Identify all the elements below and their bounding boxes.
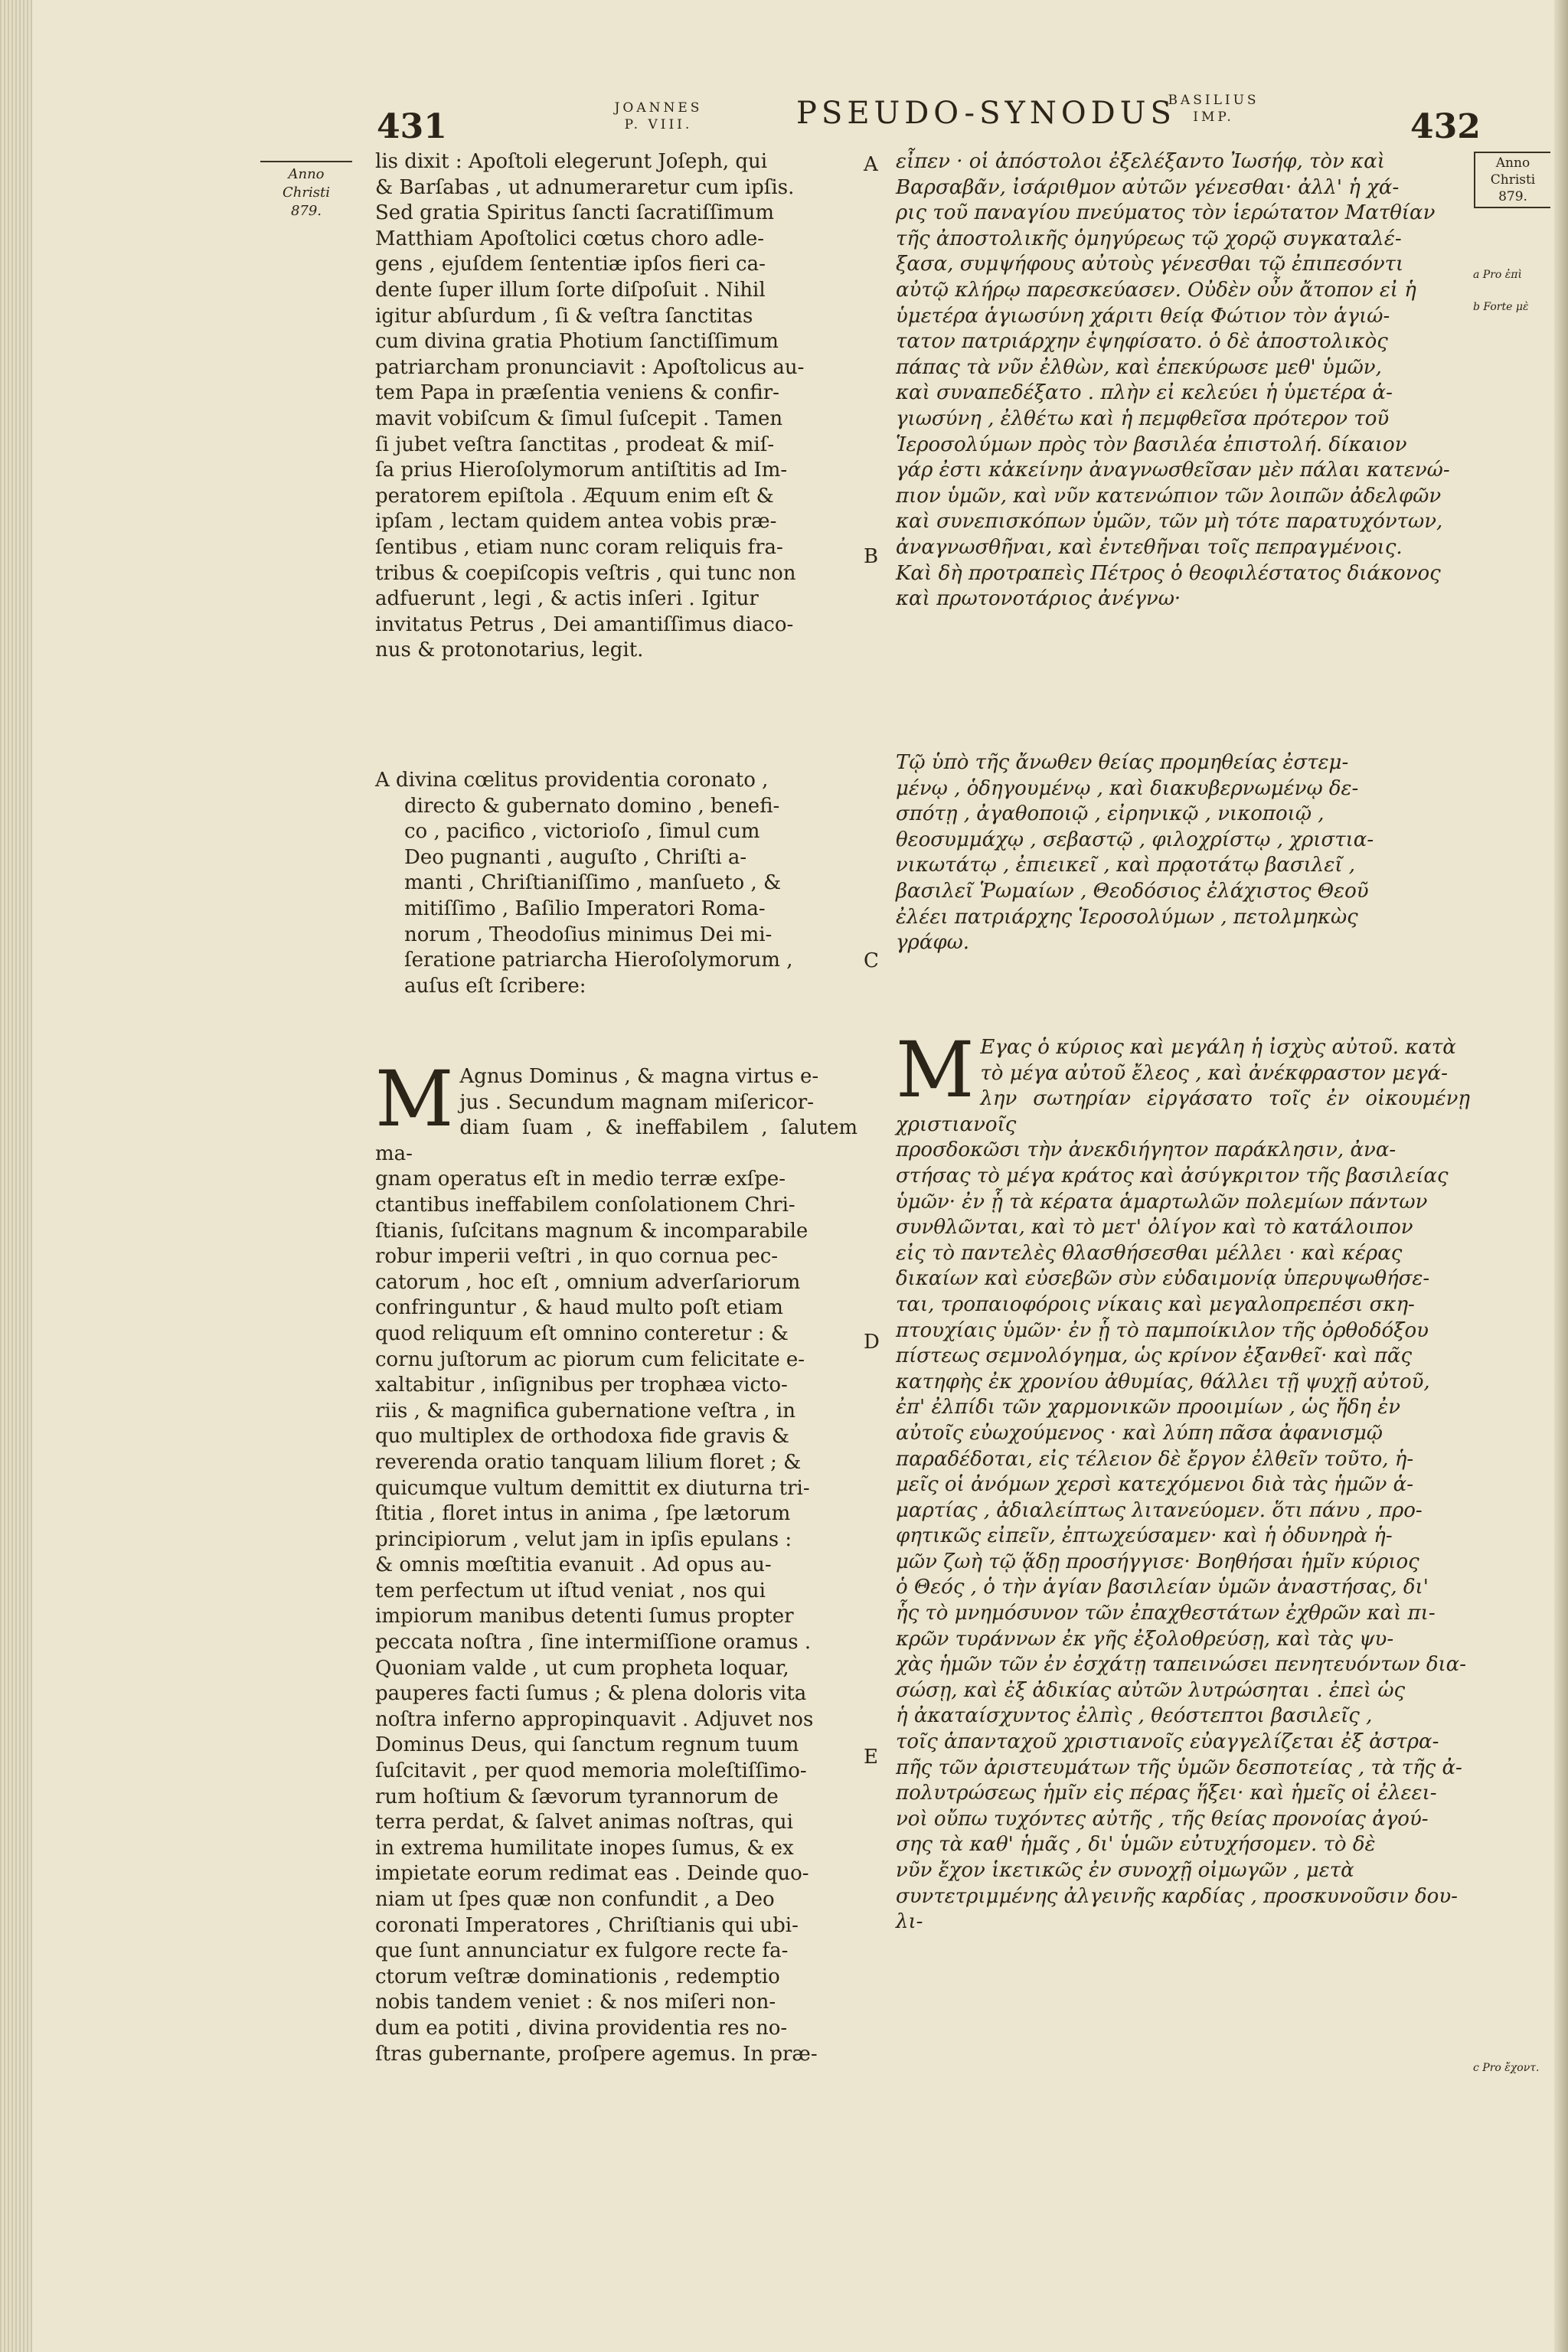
anno-christi-right bbox=[1474, 152, 1550, 208]
anno-rule bbox=[260, 161, 352, 162]
latin-text-2: A divina cœlitus providentia coronato , directo & gubernato domino , benefi- co , pacifico , victorioſo , ſimul cum Deo pugnanti , auguſto , Chriſti a- manti , Chriſtianiſſimo , manſueto , & mitiſſimo , Baſilio Imperatori Roma- norum , Theodoſius minimus Dei mi- ſeratione patriarcha Hieroſolymorum , auſus eſt ſcribere: bbox=[375, 769, 793, 998]
anno-box bbox=[1474, 152, 1550, 208]
running-header bbox=[0, 77, 1568, 145]
binding-shadow bbox=[1554, 0, 1568, 2352]
anno-christi-left bbox=[260, 161, 352, 220]
right-page-number: 432 bbox=[1410, 107, 1481, 146]
greek-drop-capital: M bbox=[896, 1025, 975, 1115]
latin-drop-capital: M bbox=[375, 1054, 454, 1144]
left-page-number: 431 bbox=[377, 107, 447, 146]
footnote-marker-b: b Forte μὲ bbox=[1473, 301, 1529, 313]
margin-letter-e: E bbox=[864, 1746, 878, 1769]
latin-paragraph-1 bbox=[375, 149, 858, 664]
margin-letter-d: D bbox=[864, 1331, 880, 1354]
footnote-marker-a: a Pro ἐπὶ bbox=[1473, 269, 1522, 281]
greek-text-3: Εγας ὁ κύριος καὶ μεγάλη ἡ ἰσχὺς αὐτοῦ. κατὰ τὸ μέγα αὐτοῦ ἔλεος , καὶ ἀνέκφραστον μεγά- λην σωτηρίαν εἰργάσατο τοῖς ἐν οἰκουμένῃ χριστιανοῖς προσδοκῶσι τὴν ἀνεκδιήγητον παράκλησιν, ἀνα- στήσας τὸ μέγα κράτος καὶ ἀσύγκριτον τῆς βασιλείας ὑμῶν· ἐν ᾗ τὰ κέρατα ἁμαρτωλῶν πολεμίων πάντων συνθλῶνται, καὶ τὸ μετ' ὀλίγον καὶ τὸ κατάλοιπον εἰς τὸ παντελὲς θλασθήσεσθαι μέλλει · καὶ κέρας δικαίων καὶ εὐσεβῶν σὺν εὐδαιμονίᾳ ὑπερυψωθήσε- ται, τροπαιοφόροις νίκαις καὶ μεγαλοπρεπέσι σκη- πτουχίαις ὑμῶν· ἐν ᾗ τὸ παμποίκιλον τῆς ὀρθοδόξου πίστεως σεμνολόγημα, ὡς κρίνον ἐξανθεῖ· καὶ πᾶς κατηφὴς ἐκ χρονίου ἀθυμίας, θάλλει τῇ ψυχῇ αὐτοῦ, ἐπ' ἐλπίδι τῶν χαρμονικῶν προοιμίων , ὡς ἤδη ἐν αὐτοῖς εὐωχούμενος · καὶ λύπη πᾶσα ἀφανισμῷ παραδέδοται, εἰς τέλειον δὲ ἔργον ἐλθεῖν τοῦτο, ἡ- μεῖς οἱ ἀνόμων χερσὶ κατεχόμενοι διὰ τὰς ἡμῶν ἁ- μαρτίας , ἀδιαλείπτως λιτανεύομεν. ὅτι πάνυ , προ- φητικῶς εἰπεῖν, ἐπτωχεύσαμεν· καὶ ἡ ὀδυνηρὰ ἡ- μῶν ζωὴ τῷ ᾅδῃ προσήγγισε· Βοηθήσαι ἡμῖν κύριος ὁ Θεός , ὁ τὴν ἁγίαν βασιλείαν ὑμῶν ἀναστήσας, δι' ἧς τὸ μνημόσυνον τῶν ἐπαχθεστάτων ἐχθρῶν καὶ πι- κρῶν τυράννων ἐκ γῆς ἐξολοθρεύσῃ, καὶ τὰς ψυ- χὰς ἡμῶν τῶν ἐν ἐσχάτῃ ταπεινώσει πενητευόντων δια- σώσῃ, καὶ ἐξ ἀδικίας αὐτῶν λυτρώσηται . ἐπεὶ ὡς ἡ ἀκαταίσχυντος ἐλπὶς , θεόστεπτοι βασιλεῖς , τοῖς ἁπανταχοῦ χριστιανοῖς εὐαγγελίζεται ἐξ ἀστρα- πῆς τῶν ἀριστευμάτων τῆς ὑμῶν δεσποτείας , τὰ τῆς ἀ- πολυτρώσεως ἡμῖν εἰς πέρας ἥξει· καὶ ἡμεῖς οἱ ἐλεει- νοὶ οὔπω τυχόντες αὐτῆς , τῆς θείας προνοίας ἀγού- σης τὰ καθ' ἡμᾶς , δι' ὑμῶν εὐτυχήσομεν. τὸ δὲ νῦν ἔχον ἱκετικῶς ἐν συνοχῇ οἰμωγῶν , μετὰ συντετριμμένης ἀλγεινῆς καρδίας , προσκυνοῦσιν δου- λι- bbox=[896, 1036, 1470, 1934]
greek-text-1: εἶπεν · οἱ ἀπόστολοι ἐξελέξαντο Ἰωσήφ, τὸν καὶ Βαρσαβᾶν, ἰσάριθμον αὐτῶν γένεσθαι· ἀλλ' ἡ χά- ρις τοῦ παναγίου πνεύματος τὸν ἱερώτατον Ματθίαν τῆς ἀποστολικῆς ὁμηγύρεως τῷ χορῷ συγκαταλέ- ξασα, συμψήφους αὐτοὺς γένεσθαι τῷ ἐπιπεσόντι αὐτῷ κλήρῳ παρεσκεύασεν. Οὐδὲν οὖν ἄτοπον εἰ ἡ ὑμετέρα ἁγιωσύνη χάριτι θείᾳ Φώτιον τὸν ἁγιώ- τατον πατριάρχην ἐψηφίσατο. ὁ δὲ ἀποστολικὸς πάπας τὰ νῦν ἐλθὼν, καὶ ἐπεκύρωσε μεθ' ὑμῶν, καὶ συναπεδέξατο . πλὴν εἰ κελεύει ἡ ὑμετέρα ἁ- γιωσύνη , ἐλθέτω καὶ ἡ πεμφθεῖσα πρότερον τοῦ Ἱεροσολύμων πρὸς τὸν βασιλέα ἐπιστολή. δίκαιον γάρ ἐστι κἀκείνην ἀναγνωσθεῖσαν μὲν πάλαι κατενώ- πιον ὑμῶν, καὶ νῦν κατενώπιον τῶν λοιπῶν ἀδελφῶν καὶ συνεπισκόπων ὑμῶν, τῶν μὴ τότε παρατυχόντων, ἀναγνωσθῆναι, καὶ ἐντεθῆναι τοῖς πεπραγμένοις. Καὶ δὴ προτραπεὶς Πέτρος ὁ θεοφιλέστατος διάκονος καὶ πρωτονοτάριος ἀνέγνω· bbox=[896, 150, 1450, 611]
anno-label-right: Anno Christi bbox=[1490, 155, 1536, 188]
running-head-basilius-text: BASILIUS IMP. bbox=[1168, 93, 1259, 125]
latin-salutation bbox=[375, 768, 887, 999]
margin-letter-c: C bbox=[864, 949, 879, 972]
greek-paragraph-1 bbox=[896, 149, 1470, 612]
running-title: PSEUDO-SYNODUS bbox=[796, 96, 1176, 131]
footnote-marker-c: c Pro ἔχοντ. bbox=[1473, 2062, 1540, 2074]
greek-salutation bbox=[896, 750, 1470, 956]
latin-letter-body bbox=[375, 1054, 858, 2067]
latin-text-1: lis dixit : Apoſtoli elegerunt Joſeph, qui & Barſabas , ut adnumeraretur cum ipſis. Sed gratia Spiritus ſancti ſacratiſſimum Matthiam Apoſtolici cœtus choro adle- gens , ejuſdem ſententiæ ipſos fieri ca- dente ſuper illum ſorte diſpoſuit . Nihil igitur abſurdum , ſi & veſtra ſanctitas cum divina gratia Photium ſanctiſſimum patriarcham pronunciavit : Apoſtolicus au- tem Papa in præſentia veniens & confir- mavit vobiſcum & ſimul ſuſcepit . Tamen ſi jubet veſtra ſanctitas , prodeat & miſ- ſa prius Hieroſolymorum antiſtitis ad Im- peratorem epiſtola . Æquum enim eſt & ipſam , lectam quidem antea vobis præ- ſentibus , etiam nunc coram reliquis fra- tribus & coepiſcopis veſtris , qui tunc non adfuerunt , legi , & actis inſeri . Igitur invitatus Petrus , Dei amantiſſimus diaco- nus & protonotarius, legit. bbox=[375, 150, 805, 662]
greek-text-2: Τῷ ὑπὸ τῆς ἄνωθεν θείας προμηθείας ἐστεμ- μένῳ , ὁδηγουμένῳ , καὶ διακυβερνωμένῳ δε- σπότῃ , ἀγαθοποιῷ , εἰρηνικῷ , νικοποιῷ , θεοσυμμάχῳ , σεβαστῷ , φιλοχρίστῳ , χριστια- νικωτάτῳ , ἐπιεικεῖ , καὶ πρᾳοτάτῳ βασιλεῖ , βασιλεῖ Ῥωμαίων , Θεοδόσιος ἐλάχιστος Θεοῦ ἐλέει πατριάρχης Ἱεροσολύμων , πετολμηκὼς γράφω. bbox=[896, 751, 1374, 955]
running-head-joannes-text: JOANNES P. VIII. bbox=[614, 100, 703, 132]
anno-label: Anno Christi bbox=[283, 166, 330, 201]
running-head-basilius bbox=[1156, 92, 1271, 126]
margin-letter-a: A bbox=[864, 153, 878, 176]
running-head-joannes bbox=[597, 100, 720, 133]
greek-letter-body bbox=[896, 1025, 1470, 1936]
page-stack-edge bbox=[0, 0, 32, 2352]
anno-year: 879. bbox=[290, 203, 322, 219]
anno-year-right: 879. bbox=[1498, 189, 1527, 204]
latin-text-3: Agnus Dominus , & magna virtus e- jus . Secundum magnam miſericor- diam ſuam , & ineffabilem , ſalutem ma- gnam operatus eſt in medio terræ exſpe- ctantibus ineffabilem conſolationem Chri- ſtianis, ſuſcitans magnum & incomparabile robur imperii veſtri , in quo cornua pec- catorum , hoc eſt , omnium adverſariorum confringuntur , & haud multo poſt etiam quod reliquum eſt omnino conteretur : & cornu juſtorum ac piorum cum felicitate e- xaltabitur , inſignibus per trophæa victo- riis , & magnifica gubernatione veſtra , in quo multiplex de orthodoxa fide gravis & reverenda oratio tanquam lilium floret ; & quicumque vultum demittit ex diuturna tri- ſtitia , floret intus in anima , ſpe lætorum principiorum , velut jam in ipſis epulans : & omnis mœſtitia evanuit . Ad opus au- tem perfectum ut iſtud veniat , nos qui impiorum manibus detenti ſumus propter peccata noſtra , ſine intermiſſione oramus . Quoniam valde , ut cum propheta loquar, pauperes facti ſumus ; & plena doloris vita noſtra inferno appropinquavit . Adjuvet nos Dominus Deus, qui ſanctum regnum tuum ſuſcitavit , per quod memoria moleſtiſſimo- rum hoſtium & ſævorum tyrannorum de terra perdat, & ſalvet animas noſtras, qui in extrema humilitate inopes ſumus, & ex impietate eorum redimat eas . Deinde quo- niam ut ſpes quæ non confundit , a Deo coronati Imperatores , Chriſtianis qui ubi- que ſunt annunciatur ex fulgore recte fa- ctorum veſtræ dominationis , redemptio nobis tandem veniet : & nos miſeri non- dum ea potiti , divina providentia res no- ſtras gubernante, proſpere agemus. In præ- bbox=[375, 1065, 858, 2066]
margin-letter-b: B bbox=[864, 545, 879, 568]
